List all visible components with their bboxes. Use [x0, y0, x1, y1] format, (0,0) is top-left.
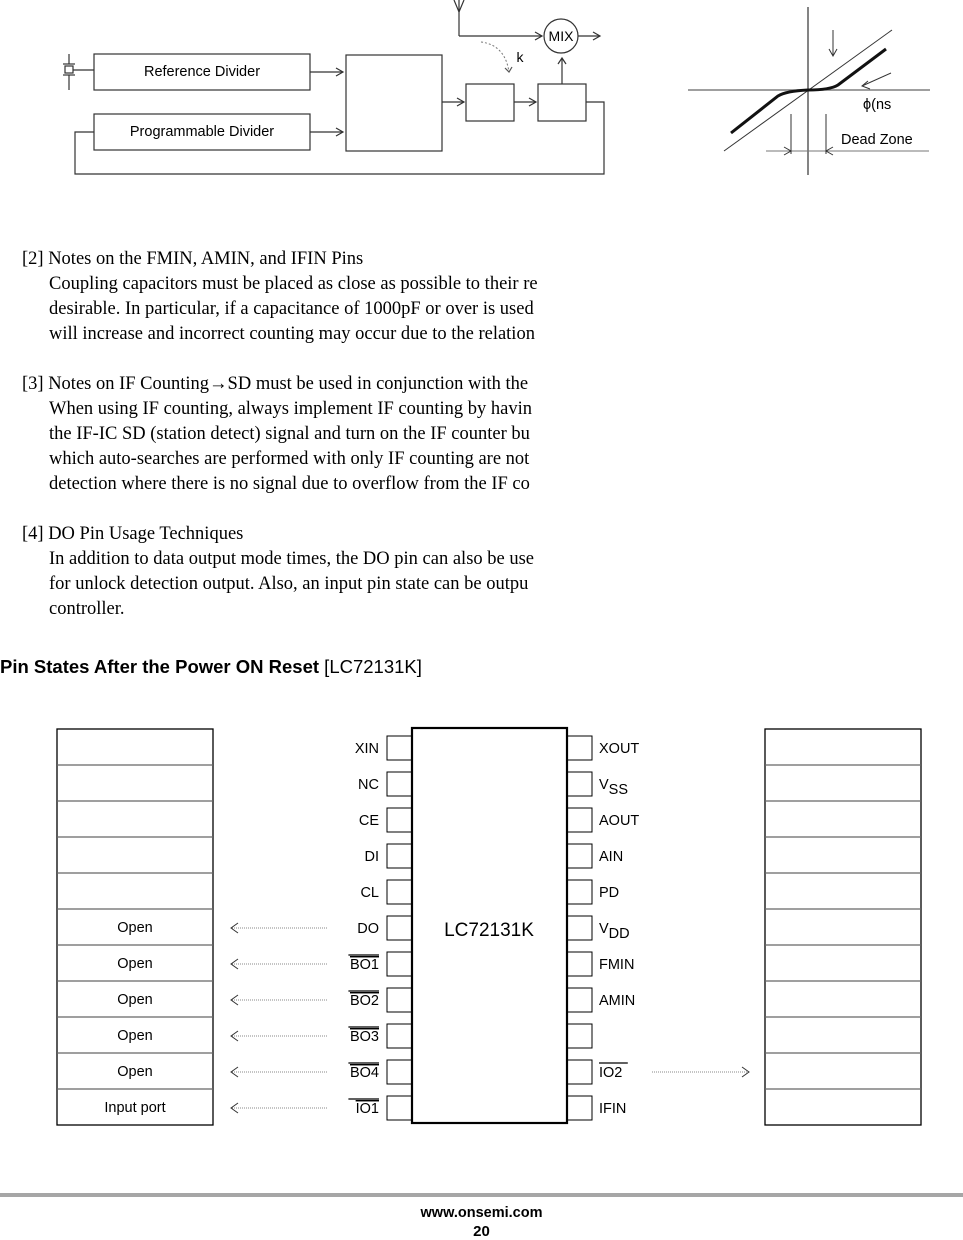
note-line: desirable. In particular, if a capacitance of 1000pF or over is used — [49, 299, 534, 319]
pin-pad — [567, 988, 592, 1012]
page-number: 20 — [473, 1223, 490, 1240]
pin-pad — [567, 772, 592, 796]
pin-state-cell: Open — [117, 992, 153, 1008]
state-arrow — [231, 1103, 328, 1113]
state-arrow — [231, 1067, 328, 1077]
pin-pad — [387, 1060, 412, 1084]
pin-state-diagram — [0, 700, 963, 1140]
pin-name: AOUT — [599, 813, 640, 829]
chip-name: LC72131K — [444, 920, 534, 941]
footer-divider — [0, 1193, 963, 1197]
k-label: k — [516, 49, 524, 65]
vco-box — [538, 84, 586, 121]
pin-name: PD — [599, 885, 620, 901]
reference-divider-label: Reference Divider — [143, 64, 261, 80]
note-line: which auto-searches are performed with only IF counting are not — [49, 449, 530, 469]
pin-state-cell: Open — [117, 920, 153, 936]
state-arrow — [652, 1067, 749, 1077]
programmable-divider-label: Programmable Divider — [129, 124, 275, 140]
pin-pad — [387, 916, 412, 940]
pin-pad — [387, 1096, 412, 1120]
pin-subscript: SS — [608, 782, 629, 798]
state-arrow — [231, 959, 328, 969]
state-arrow — [231, 923, 328, 933]
note-heading: [2] Notes on the FMIN, AMIN, and IFIN Pins — [22, 249, 364, 269]
crystal-icon — [63, 54, 94, 90]
note-line: for unlock detection output. Also, an input pin state can be outpu — [49, 574, 529, 594]
pin-pad — [387, 736, 412, 760]
pin-pad — [387, 844, 412, 868]
pin-name: V — [599, 921, 609, 937]
pin-label-right — [599, 777, 628, 798]
pin-name: FMIN — [599, 957, 635, 973]
pin-label-right — [599, 813, 639, 829]
right-state-table — [765, 729, 921, 1125]
pin-pad — [567, 844, 592, 868]
pin-pad — [387, 1024, 412, 1048]
pin-pad — [567, 1060, 592, 1084]
note-line: controller. — [49, 599, 125, 619]
section-title-bold: Pin States After the Power ON Reset — [0, 656, 320, 677]
pin-pad — [387, 808, 412, 832]
state-arrow — [231, 1031, 328, 1041]
pin-pad — [387, 880, 412, 904]
dead-zone-graph — [680, 0, 963, 190]
note-line: will increase and incorrect counting may occur due to the relation — [49, 324, 535, 344]
pin-label-right — [599, 921, 630, 942]
pin-label-left: IO1 — [355, 1101, 379, 1117]
footer-url[interactable]: www.onsemi.com — [420, 1205, 543, 1221]
pin-pad — [567, 916, 592, 940]
pin-name: AMIN — [599, 993, 636, 1009]
note-line: Coupling capacitors must be placed as close as possible to their re — [49, 274, 538, 294]
phi-label: ϕ(ns — [863, 97, 892, 113]
mixer-label: MIX — [548, 28, 574, 44]
pin-state-cell: Open — [117, 1064, 153, 1080]
pin-label-right — [599, 1101, 626, 1117]
pin-label-right — [599, 993, 635, 1009]
pin-label-right — [599, 849, 623, 865]
pin-label-left: BO4 — [349, 1065, 379, 1081]
section-title — [0, 656, 422, 678]
pin-pad — [387, 952, 412, 976]
pin-pad — [567, 1024, 592, 1048]
pin-label-left: DI — [364, 849, 379, 865]
pin-pad — [567, 808, 592, 832]
pin-state-cell: Input port — [104, 1100, 166, 1116]
pin-label-left: BO1 — [349, 957, 379, 973]
pll-block-diagram — [0, 0, 640, 190]
pin-name: XOUT — [599, 741, 640, 757]
pin-name: IFIN — [599, 1101, 627, 1117]
pin-state-cell: Open — [117, 1028, 153, 1044]
pin-name: V — [599, 777, 609, 793]
state-arrow — [231, 995, 328, 1005]
phase-detector-box — [346, 55, 442, 151]
pin-label-right — [599, 741, 639, 757]
section-title-suffix: [LC72131K] — [319, 656, 422, 677]
note-line: When using IF counting, always implement IF counting by havin — [49, 399, 532, 419]
pin-state-cell: Open — [117, 956, 153, 972]
note-line: In addition to data output mode times, the DO pin can also be use — [49, 549, 535, 569]
antenna-icon — [454, 0, 464, 36]
pin-pad — [567, 1096, 592, 1120]
pin-label-left: CE — [358, 813, 379, 829]
pin-pad — [567, 880, 592, 904]
dead-zone-label: Dead Zone — [841, 132, 913, 148]
pin-pad — [567, 736, 592, 760]
pin-label-left: BO2 — [349, 993, 379, 1009]
note-line: the IF-IC SD (station detect) signal and turn on the IF counter bu — [49, 424, 530, 444]
pin-label-left: XIN — [354, 741, 379, 757]
pin-subscript: DD — [608, 926, 630, 942]
pin-label-right — [599, 1065, 622, 1081]
pin-pad — [387, 988, 412, 1012]
note-heading: [4] DO Pin Usage Techniques — [22, 524, 244, 544]
pin-label-left: CL — [360, 885, 379, 901]
pin-label-right — [599, 957, 634, 973]
note-heading: [3] Notes on IF Counting→SD must be used in conjunction with the — [22, 374, 529, 394]
pin-pad — [387, 772, 412, 796]
loop-filter-box — [466, 84, 514, 121]
pin-label-left: BO3 — [349, 1029, 379, 1045]
pin-label-left: NC — [358, 777, 379, 793]
pin-name: AIN — [599, 849, 624, 865]
pin-label-right — [599, 885, 619, 901]
pin-label-left: DO — [357, 921, 379, 937]
pin-pad — [567, 952, 592, 976]
pin-name: IO2 — [599, 1065, 623, 1081]
note-line: detection where there is no signal due to overflow from the IF co — [49, 474, 530, 494]
